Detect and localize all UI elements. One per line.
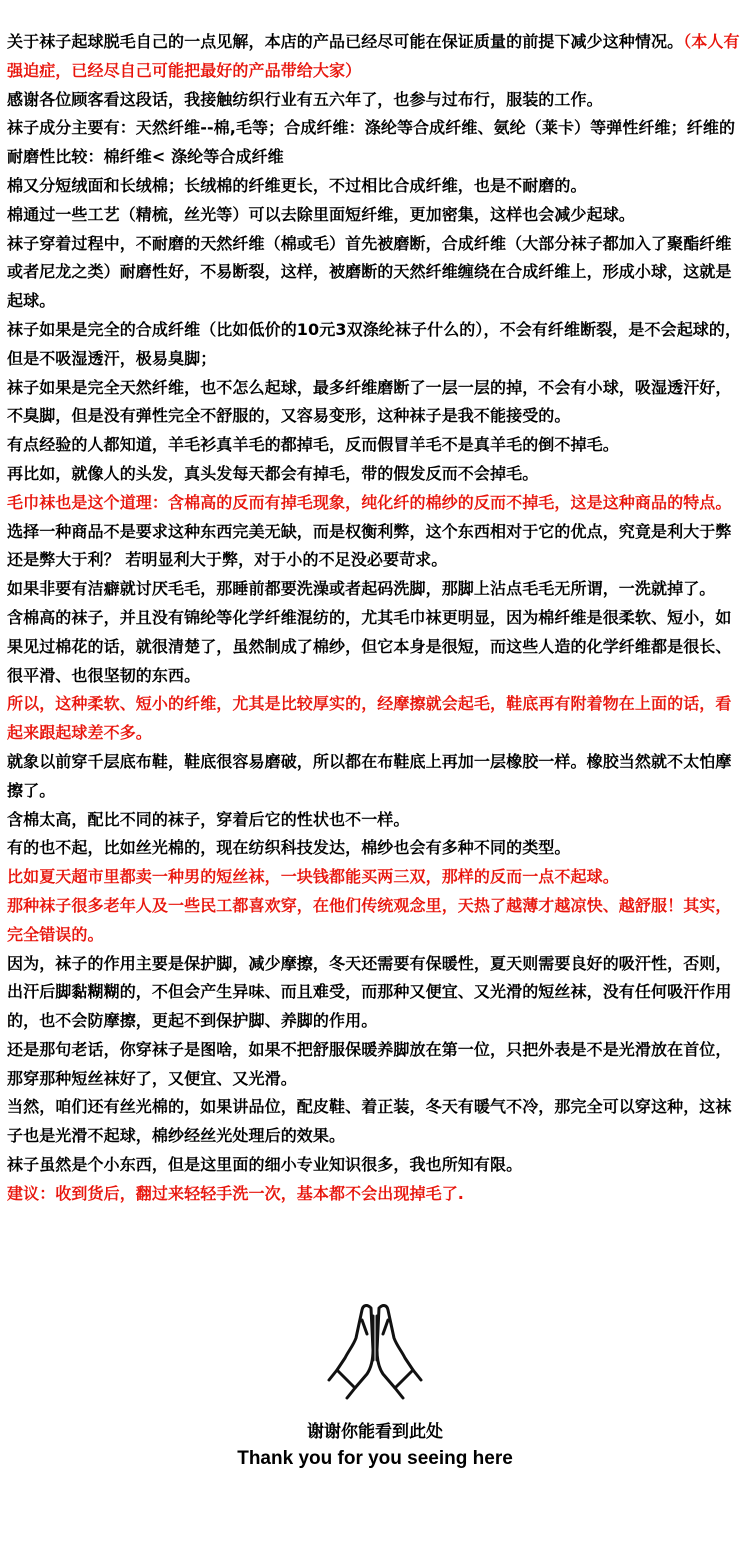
paragraph-composition: 袜子成分主要有：天然纤维--棉,毛等；合成纤维：涤纶等合成纤维、氨纶（莱卡）等弹性纤维；纤维的耐磨性比较：棉纤维< 涤纶等合成纤维 <box>7 118 736 167</box>
thanks-chinese: 谢谢你能看到此处 <box>307 1422 443 1442</box>
paragraph-washing: 如果非要有洁癖就讨厌毛毛，那睡前都要洗澡或者起码洗脚，那脚上沾点毛毛无所谓，一洗就掉了。 <box>7 579 716 599</box>
intro-paragraph <box>7 28 746 86</box>
paragraph-synthetic: 袜子如果是完全的合成纤维（比如低价的10元3双涤纶袜子什么的），不会有纤维断裂，是不会起球的，但是不吸湿透汗，极易臭脚； <box>7 319 742 368</box>
paragraph-pilling-cause: 袜子穿着过程中，不耐磨的天然纤维（棉或毛）首先被磨断，合成纤维（大部分袜子都加入了聚酯纤维或者尼龙之类）耐磨性好，不易断裂，这样，被磨断的天然纤维缠绕在合成纤维上，形成小球，这就是起球。 <box>7 233 732 311</box>
article-body <box>7 28 746 1209</box>
paragraph-misconception: 那种袜子很多老年人及一些民工都喜欢穿，在他们传统观念里，天热了越薄才越凉快、越舒服！其实，完全错误的。 <box>7 895 732 944</box>
paragraph-old-saying: 还是那句老话，你穿袜子是图啥，如果不把舒服保暖养脚放在第一位，只把外表是不是光滑放在首位，那穿那种短丝袜好了，又便宜、又光滑。 <box>7 1039 732 1088</box>
paragraph-towel-socks: 毛巾袜也是这个道理：含棉高的反而有掉毛现象，纯化纤的棉纱的反而不掉毛，这是这种商品的特点。 <box>7 492 732 512</box>
paragraph-suggestion: 建议：收到货后，翻过来轻轻手洗一次，基本都不会出现掉毛了. <box>7 1183 464 1203</box>
intro-red-note: （本人有强迫症，已经尽自己可能把最好的产品带给大家） <box>7 32 740 80</box>
paragraph-thanks: 感谢各位顾客看这段话，我接触纺织行业有五六年了，也参与过布行，服装的工作。 <box>7 89 603 109</box>
paragraph-summer-socks: 比如夏天超市里都卖一种男的短丝袜，一块钱都能买两三双，那样的反而一点不起球。 <box>7 867 619 887</box>
paragraph-wool: 有点经验的人都知道，羊毛衫真羊毛的都掉毛，反而假冒羊毛不是真羊毛的倒不掉毛。 <box>7 435 619 455</box>
paragraph-mercerized: 有的也不起，比如丝光棉的，现在纺织科技发达，棉纱也会有多种不同的类型。 <box>7 838 571 858</box>
paragraph-purpose: 因为，袜子的作用主要是保护脚，减少摩擦，冬天还需要有保暖性，夏天则需要良好的吸汗性，否则，出汗后脚黏糊糊的，不但会产生异味、而且难受，而那种又便宜、又光滑的短丝袜，没有任何吸汗作用的，也不会防摩擦，更起不到保护脚、养脚的作用。 <box>7 953 732 1031</box>
paragraph-tradeoff: 选择一种商品不是要求这种东西完美无缺，而是权衡利弊，这个东西相对于它的优点，究竟是利大于弊还是弊大于利？ 若明显利大于弊，对于小的不足没必要苛求。 <box>7 521 732 570</box>
paragraph-cotton-types: 棉又分短绒面和长绒棉；长绒棉的纤维更长，不过相比合成纤维，也是不耐磨的。 <box>7 175 587 195</box>
praying-hands-icon <box>325 1290 425 1410</box>
paragraph-knowledge: 袜子虽然是个小东西，但是这里面的细小专业知识很多，我也所知有限。 <box>7 1155 523 1175</box>
paragraph-fuzz: 所以，这种柔软、短小的纤维，尤其是比较厚实的，经摩擦就会起毛，鞋底再有附着物在上面的话，看起来跟起球差不多。 <box>7 694 732 743</box>
intro-text: 关于袜子起球脱毛自己的一点见解，本店的产品已经尽可能在保证质量的前提下减少这种情况。 <box>7 32 684 51</box>
paragraph-formal: 当然，咱们还有丝光棉的，如果讲品位，配皮鞋、着正装，冬天有暖气不冷，那完全可以穿这种，这袜子也是光滑不起球，棉纱经丝光处理后的效果。 <box>7 1097 732 1146</box>
paragraph-hair: 再比如，就像人的头发，真头发每天都会有掉毛，带的假发反而不会掉毛。 <box>7 463 539 483</box>
thanks-english: Thank you for you seeing here <box>237 1448 513 1469</box>
paragraph-natural: 袜子如果是完全天然纤维，也不怎么起球，最多纤维磨断了一层一层的掉，不会有小球，吸湿透汗好，不臭脚，但是没有弹性完全不舒服的，又容易变形，这种袜子是我不能接受的。 <box>7 377 732 426</box>
paragraph-cotton-process: 棉通过一些工艺（精梳，丝光等）可以去除里面短纤维，更加密集，这样也会减少起球。 <box>7 204 635 224</box>
paragraph-shoes: 就象以前穿千层底布鞋，鞋底很容易磨破，所以都在布鞋底上再加一层橡胶一样。橡胶当然就不太怕摩擦了。 <box>7 751 732 800</box>
paragraph-high-cotton: 含棉高的袜子，并且没有锦纶等化学纤维混纺的，尤其毛巾袜更明显，因为棉纤维是很柔软、短小，如果见过棉花的话，就很清楚了，虽然制成了棉纱，但它本身是很短，而这些人造的化学纤维都是很长、很平滑、也很坚韧的东西。 <box>7 607 732 685</box>
paragraph-ratio: 含棉太高，配比不同的袜子，穿着后它的性状也不一样。 <box>7 809 410 829</box>
